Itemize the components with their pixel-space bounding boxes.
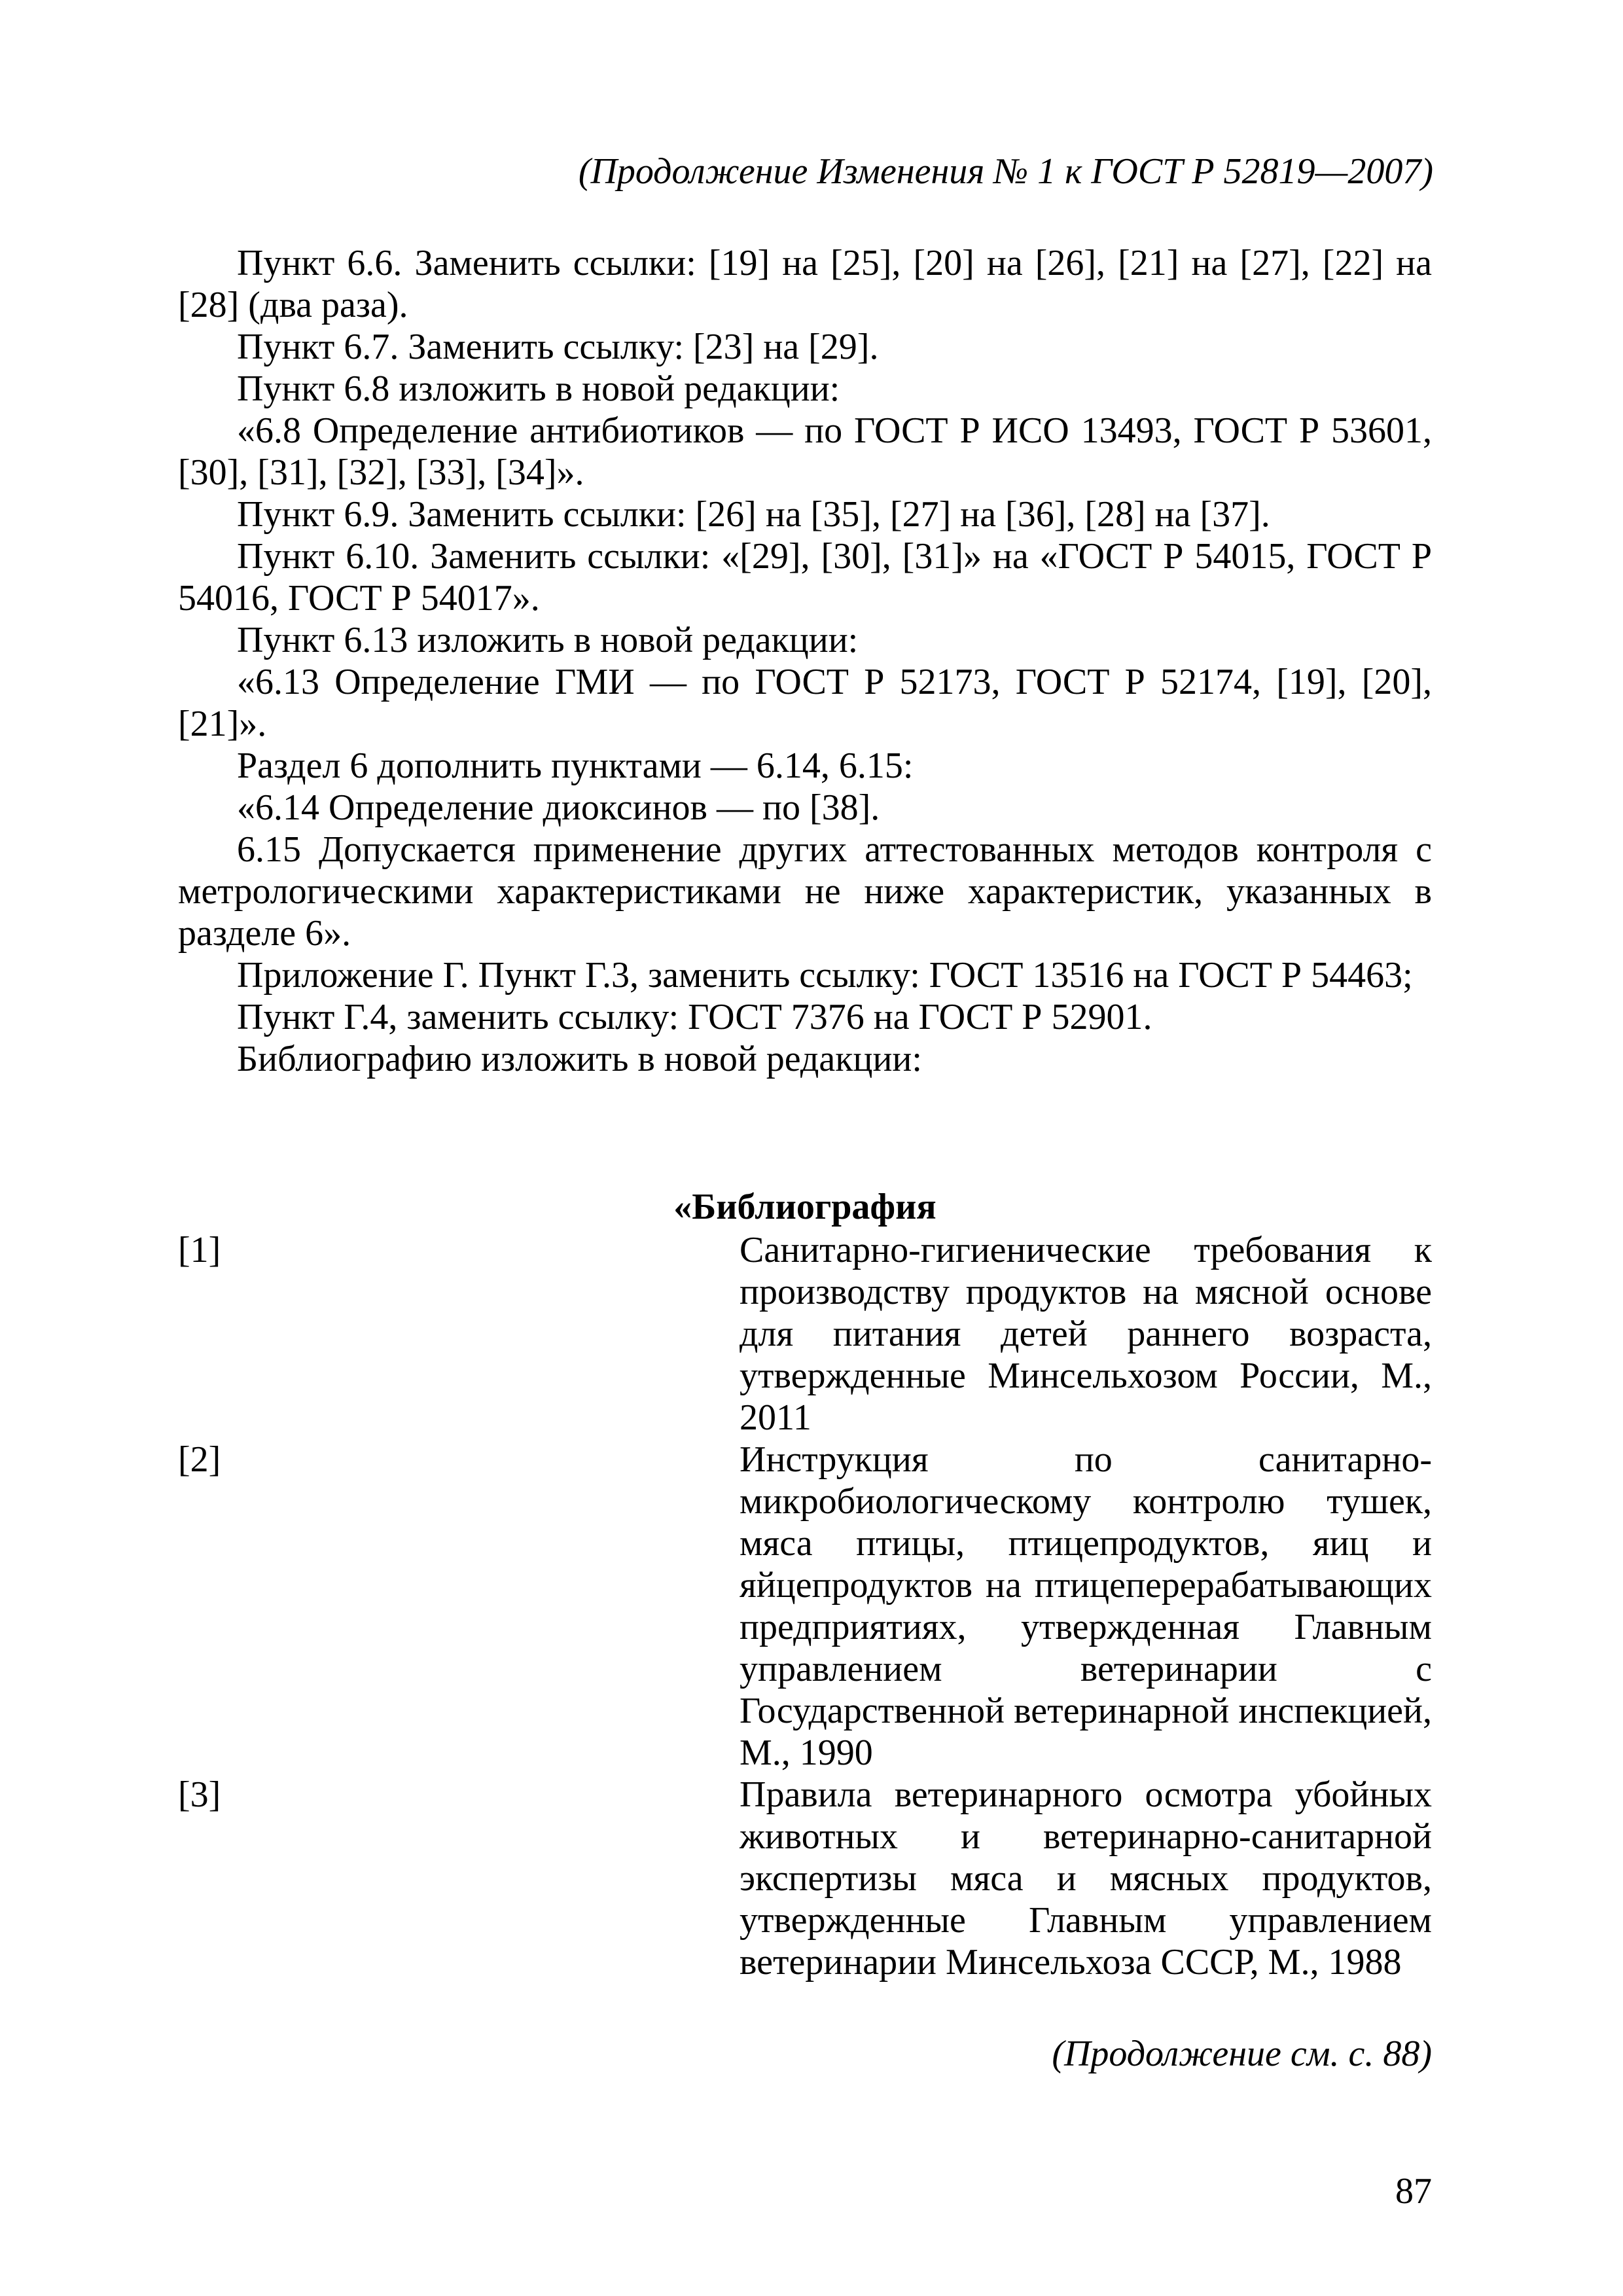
paragraph-6-8-text: «6.8 Определение антибиотиков — по ГОСТ Р ИСО 13493, ГОСТ Р 53601, [30], [31], [32], [33], [34]». (178, 410, 1432, 493)
paragraph-appendix-g3: Приложение Г. Пункт Г.3, заменить ссылку: ГОСТ 13516 на ГОСТ Р 54463; (237, 955, 1413, 996)
bibliography-item-text: Инструкция по санитарно-микробиологическому контролю тушек, мяса птицы, птицепродуктов, яиц и яйцепродуктов на птицеперерабатывающих предприятиях, утвержденная Главным управлением ветеринарии с Государственной ветеринарной инспекцией, М., 1990 (740, 1439, 1432, 1773)
page-number: 87 (1395, 2171, 1432, 2212)
paragraph-6-6: Пункт 6.6. Заменить ссылки: [19] на [25], [20] на [26], [21] на [27], [22] на [28] (два раза). (178, 243, 1432, 325)
paragraph-6-14: «6.14 Определение диоксинов — по [38]. (237, 787, 880, 828)
paragraph-6-9: Пункт 6.9. Заменить ссылки: [26] на [35], [27] на [36], [28] на [37]. (237, 494, 1270, 535)
paragraph-6-7: Пункт 6.7. Заменить ссылку: [23] на [29]. (237, 327, 879, 367)
paragraph-6-13-text: «6.13 Определение ГМИ — по ГОСТ Р 52173, ГОСТ Р 52174, [19], [20], [21]». (178, 662, 1432, 744)
paragraph-6-13-intro: Пункт 6.13 изложить в новой редакции: (237, 620, 859, 660)
bibliography-item-text: Правила ветеринарного осмотра убойных животных и ветеринарно-санитарной экспертизы мяса и мясных продуктов, утвержденные Главным управлением ветеринарии Минсельхоза СССР, М., 1988 (740, 1774, 1432, 1982)
continued-note: (Продолжение см. с. 88) (1052, 2034, 1432, 2074)
paragraph-section-6-add: Раздел 6 дополнить пунктами — 6.14, 6.15: (237, 745, 914, 786)
paragraph-bibliography-intro: Библиографию изложить в новой редакции: (237, 1039, 922, 1079)
amendment-body (178, 242, 1432, 1080)
bibliography-list (178, 1229, 1432, 1983)
bibliography-title: «Библиография (673, 1187, 936, 1227)
bibliography-item (178, 1774, 1432, 1983)
paragraph-6-8-intro: Пункт 6.8 изложить в новой редакции: (237, 368, 840, 409)
bibliography-item-number: [3] (178, 1774, 221, 1815)
bibliography-item-number: [1] (178, 1230, 221, 1270)
paragraph-appendix-g4: Пункт Г.4, заменить ссылку: ГОСТ 7376 на ГОСТ Р 52901. (237, 997, 1152, 1037)
bibliography-item (178, 1439, 1432, 1774)
bibliography-item-text: Санитарно-гигиенические требования к производству продуктов на мясной основе для питания детей раннего возраста, утвержденные Минсельхозом России, М., 2011 (740, 1230, 1432, 1438)
page-header: (Продолжение Изменения № 1 к ГОСТ Р 52819—2007) (578, 151, 1433, 192)
paragraph-6-10: Пункт 6.10. Заменить ссылки: «[29], [30], [31]» на «ГОСТ Р 54015, ГОСТ Р 54016, ГОСТ Р 54017». (178, 536, 1432, 619)
bibliography-item-number: [2] (178, 1439, 221, 1480)
paragraph-6-15: 6.15 Допускается применение других аттестованных методов контроля с метрологическими характеристиками не ниже характеристик, указанных в разделе 6». (178, 829, 1432, 954)
bibliography-item (178, 1229, 1432, 1439)
